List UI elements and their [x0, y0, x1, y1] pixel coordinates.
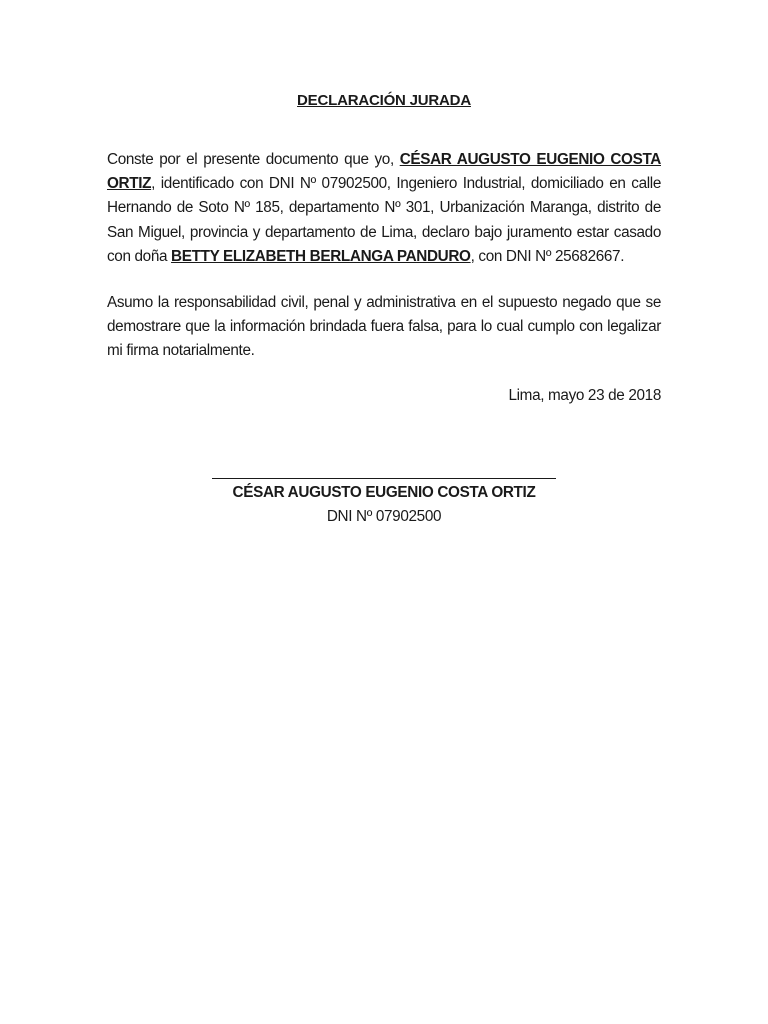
responsibility-paragraph: Asumo la responsabilidad civil, penal y administrativa en el supuesto negado que se demostrare que la información brindada fuera falsa, para lo cual cumplo con legalizar mi firma notarialmente.	[107, 294, 661, 360]
signature-line	[212, 478, 556, 479]
signature-dni: DNI Nº 07902500	[326, 508, 442, 525]
paragraph-text-end: , con DNI Nº 25682667.	[470, 247, 625, 265]
paragraph-text-details: , identificado con DNI Nº 07902500, Ingeniero Industrial, domiciliado en calle Hernando de Soto Nº 185, departamento Nº 301, Urbanización Maranga, distrito de San Miguel, provincia y departamento de Lima, declaro bajo juramento estar casado con doña	[107, 175, 661, 265]
paragraph-text-intro: Conste por el presente documento que yo,	[107, 151, 400, 168]
spouse-name: BETTY ELIZABETH BERLANGA PANDURO	[171, 247, 471, 265]
document-title: DECLARACIÓN JURADA	[297, 92, 471, 109]
declaration-paragraph	[107, 148, 661, 269]
declarant-name: CÉSAR AUGUSTO EUGENIO COSTA ORTIZ	[107, 151, 661, 193]
signature-name: CÉSAR AUGUSTO EUGENIO COSTA ORTIZ	[232, 484, 536, 501]
date-line: Lima, mayo 23 de 2018	[508, 387, 661, 404]
